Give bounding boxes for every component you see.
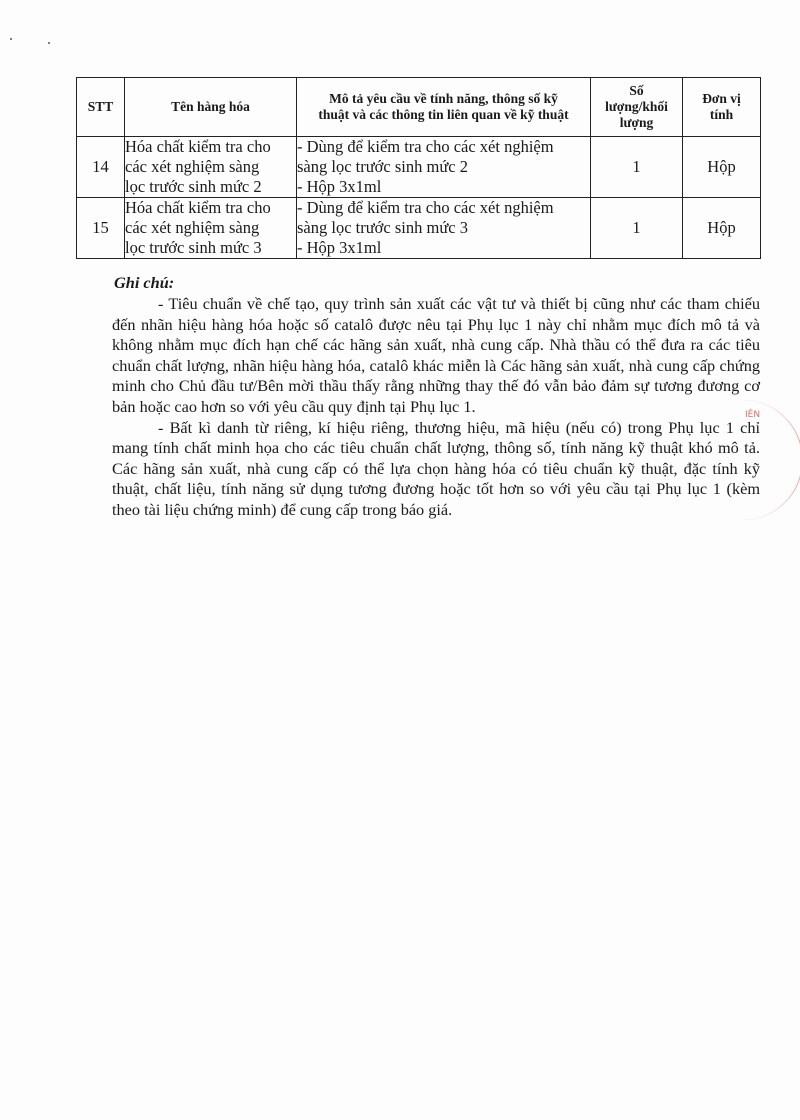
header-description-line: thuật và các thông tin liên quan về kỹ thuật	[318, 107, 569, 122]
table-header-row	[77, 78, 761, 137]
goods-name-line: Hóa chất kiểm tra cho	[125, 137, 271, 156]
notes-paragraph: - Tiêu chuẩn về chế tạo, quy trình sản xuất các vật tư và thiết bị cũng như các tham chiếu đến nhãn hiệu hàng hóa hoặc số catalô được nêu tại Phụ lục 1 này chỉ nhằm mục đích mô tả và không nhằm mục đích hạn chế các hãng sản xuất, nhà cung cấp. Nhà thầu có thể đưa ra các tiêu chuẩn chất lượng, nhãn hiệu hàng hóa, catalô khác miễn là Các hãng sản xuất, nhà cung cấp chứng minh cho Chủ đầu tư/Bên mời thầu thấy rằng những thay thế đó vẫn bảo đảm sự tương đương cơ bản hoặc cao hơn so với yêu cầu quy định tại Phụ lục 1.	[112, 294, 760, 416]
notes-section	[112, 272, 760, 521]
goods-name-line: Hóa chất kiểm tra cho	[125, 198, 271, 217]
goods-name-line: lọc trước sinh mức 2	[125, 177, 262, 196]
cell-goods-name	[125, 198, 297, 259]
description-line: sàng lọc trước sinh mức 2	[297, 157, 468, 176]
cell-quantity: 1	[591, 137, 683, 198]
cell-unit: Hộp	[683, 198, 761, 259]
notes-paragraph: - Bất kì danh từ riêng, kí hiệu riêng, thương hiệu, mã hiệu (nếu có) trong Phụ lục 1 chỉ mang tính chất minh họa cho các tiêu chuẩn chất lượng, thông số, tính năng kỹ thuật khó mô tả. Các hãng sản xuất, nhà cung cấp có thể lựa chọn hàng hóa có tiêu chuẩn kỹ thuật, đặc tính kỹ thuật, chất liệu, tính năng sử dụng tương đương hoặc tốt hơn so với yêu cầu tại Phụ lục 1 (kèm theo tài liệu chứng minh) để cung cấp trong báo giá.	[112, 417, 760, 519]
header-description	[297, 78, 591, 137]
cell-quantity: 1	[591, 198, 683, 259]
description-line: - Dùng để kiểm tra cho các xét nghiệm	[297, 198, 554, 217]
table-row	[77, 198, 761, 259]
seal-fragment-text: IÊN	[745, 410, 761, 420]
cell-description	[297, 137, 591, 198]
header-goods-name: Tên hàng hóa	[125, 78, 297, 137]
goods-spec-table	[76, 77, 761, 259]
scan-speck	[48, 42, 50, 44]
header-unit-line: tính	[709, 107, 734, 122]
header-quantity	[591, 78, 683, 137]
scan-speck	[10, 38, 12, 40]
notes-title: Ghi chú:	[114, 273, 175, 292]
header-unit	[683, 78, 761, 137]
description-line: - Hộp 3x1ml	[297, 177, 382, 196]
cell-unit: Hộp	[683, 137, 761, 198]
header-quantity-line: lượng	[619, 115, 654, 130]
header-stt: STT	[77, 78, 125, 137]
header-unit-line: Đơn vị	[702, 91, 741, 106]
header-quantity-line: Số	[629, 83, 644, 98]
description-line: - Dùng để kiểm tra cho các xét nghiệm	[297, 137, 554, 156]
goods-name-line: các xét nghiệm sàng	[125, 157, 260, 176]
description-line: sàng lọc trước sinh mức 3	[297, 218, 468, 237]
goods-name-line: lọc trước sinh mức 3	[125, 238, 262, 257]
cell-description	[297, 198, 591, 259]
header-description-line: Mô tả yêu cầu về tính năng, thông số kỹ	[329, 91, 558, 106]
table-row	[77, 137, 761, 198]
cell-stt: 14	[77, 137, 125, 198]
cell-goods-name	[125, 137, 297, 198]
header-quantity-line: lượng/khối	[605, 99, 668, 114]
description-line: - Hộp 3x1ml	[297, 238, 382, 257]
cell-stt: 15	[77, 198, 125, 259]
goods-name-line: các xét nghiệm sàng	[125, 218, 260, 237]
